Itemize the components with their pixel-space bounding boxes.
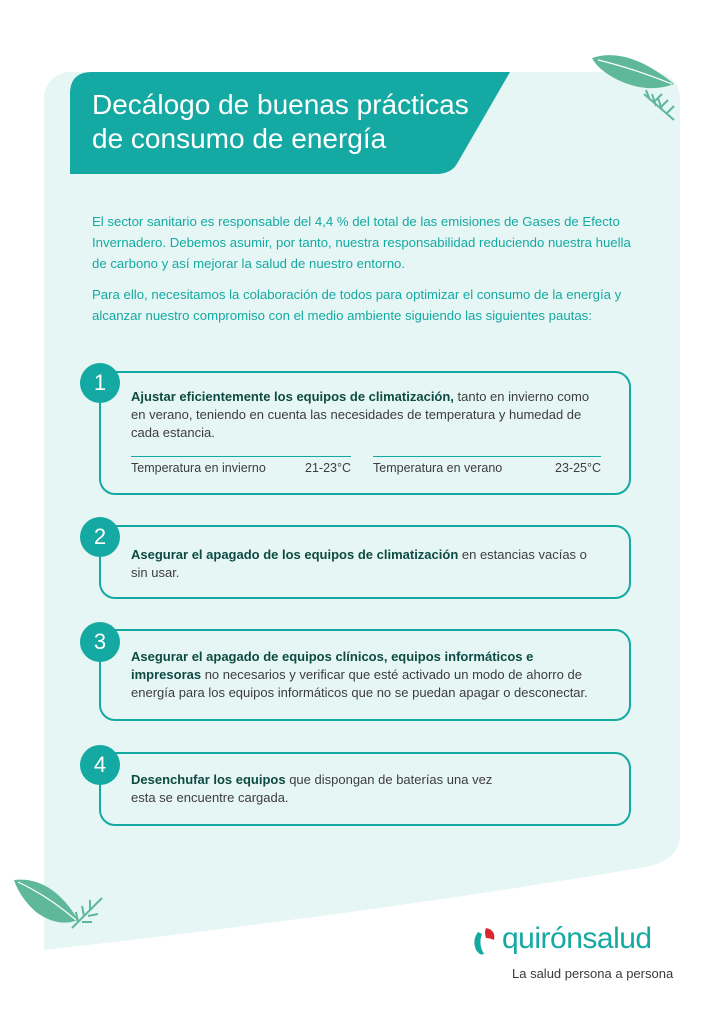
temperature-winter-row: [131, 456, 351, 475]
page-title: [92, 88, 512, 156]
temperature-winter-value: 21-23°C: [305, 461, 351, 475]
guideline-card-1: [99, 371, 631, 495]
guideline-text-4: [131, 771, 511, 807]
guideline-bold-3: Asegurar el apagado de equipos clínicos, equipos informáticos e impresoras: [131, 649, 534, 682]
guideline-number-2: 2: [80, 517, 120, 557]
guideline-bold-4: Desenchufar los equipos: [131, 772, 286, 787]
intro-paragraph-1: El sector sanitario es responsable del 4,4 % del total de las emisiones de Gases de Efecto Invernadero. Debemos asumir, por tanto, nuestra responsabilidad reduciendo nuestra huella de carbono y así mejorar la salud de nuestro entorno.: [92, 214, 631, 271]
guideline-rest-4: que dispongan de baterías una vez esta se encuentre cargada.: [131, 772, 493, 805]
guideline-rest-1: tanto en invierno como en verano, teniendo en cuenta las necesidades de temperatura y humedad de cada estancia.: [131, 389, 590, 440]
guideline-number-1: 1: [80, 363, 120, 403]
guideline-text-3: [131, 648, 607, 702]
guideline-bold-1: Ajustar eficientemente los equipos de climatización,: [131, 389, 454, 404]
guideline-card-3: [99, 629, 631, 721]
temperature-winter-label: Temperatura en invierno: [131, 461, 266, 475]
guideline-card-2: [99, 525, 631, 599]
temperature-table: [131, 456, 599, 480]
guideline-rest-3: no necesarios y verificar que esté activado un modo de ahorro de energía para los equipos informáticos que no se puedan apagar o desconectar.: [131, 667, 588, 700]
logo-mark-icon: [472, 926, 498, 958]
guideline-text-2: [131, 546, 607, 582]
temperature-summer-row: [373, 456, 601, 475]
title-line-1: Decálogo de buenas prácticas: [92, 89, 469, 120]
temperature-summer-value: 23-25°C: [555, 461, 601, 475]
guideline-rest-2: en estancias vacías o sin usar.: [131, 547, 587, 580]
guideline-text-1: [131, 388, 607, 442]
guideline-number-3: 3: [80, 622, 120, 662]
temperature-summer-label: Temperatura en verano: [373, 461, 503, 475]
intro-paragraph-2: Para ello, necesitamos la colaboración de todos para optimizar el consumo de la energía y alcanzar nuestro compromiso con el medio ambiente siguiendo las siguientes pautas:: [92, 287, 622, 323]
guideline-number-4: 4: [80, 745, 120, 785]
leaf-decoration-bottom-icon: [12, 876, 104, 940]
leaf-decoration-top-icon: [588, 50, 684, 122]
title-line-2: de consumo de energía: [92, 123, 387, 154]
logo-wordmark: quirónsalud: [502, 922, 652, 955]
company-logo: [472, 922, 682, 992]
guideline-card-4: [99, 752, 631, 826]
guideline-bold-2: Asegurar el apagado de los equipos de climatización: [131, 547, 459, 562]
logo-tagline: La salud persona a persona: [512, 966, 674, 981]
